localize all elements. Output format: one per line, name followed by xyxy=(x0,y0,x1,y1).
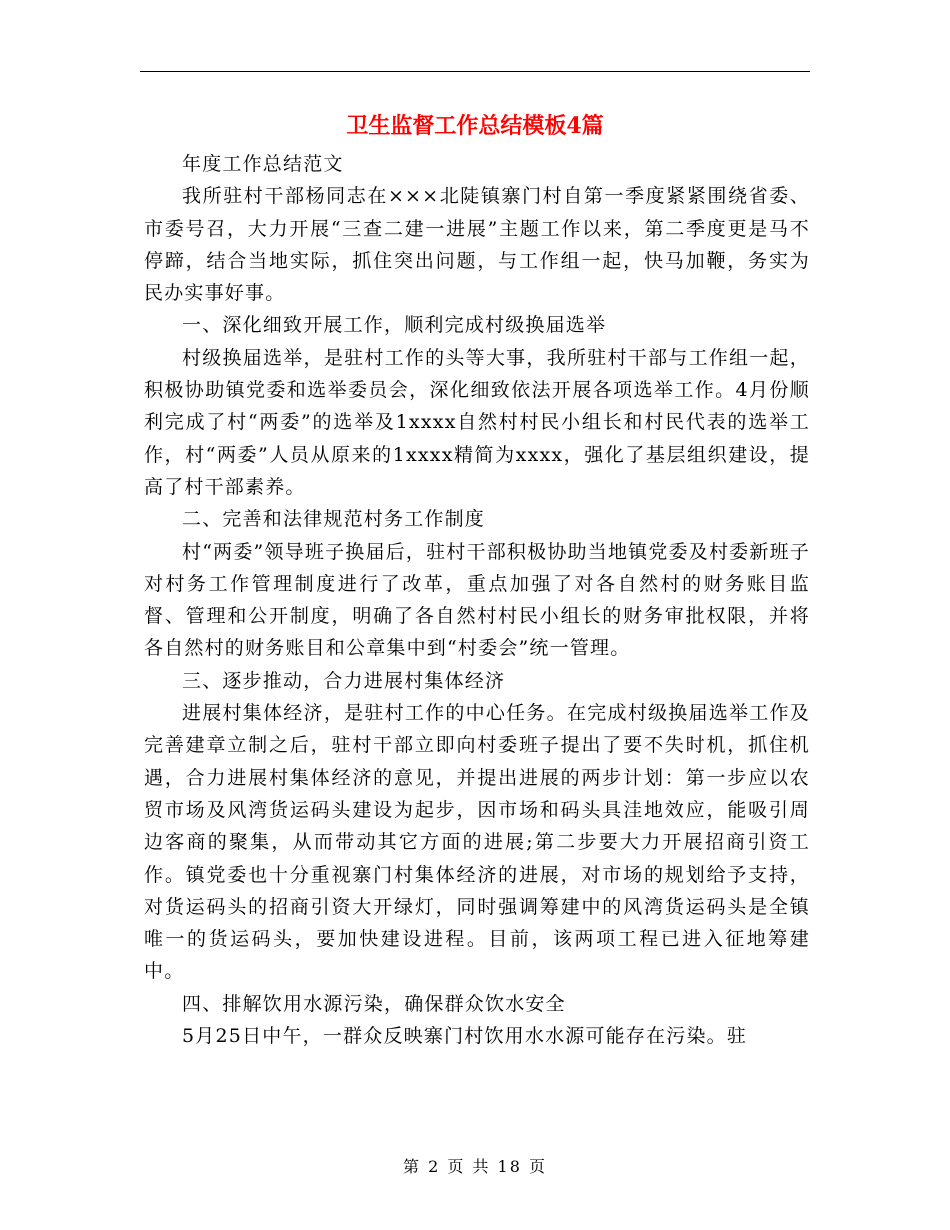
section-heading: 一、深化细致开展工作，顺利完成村级换届选举 xyxy=(182,314,607,337)
paragraph: 村级换届选举，是驻村工作的头等大事，我所驻村干部与工作组一起，积极协助镇党委和选举委员会，深化细致依法开展各项选举工作。4月份顺利完成了村“两委”的选举及1xxxx自然村村民小组长和村民代表的选举工作，村“两委”人员从原来的1xxxx精简为xxxx，强化了基层组织建设，提高了村干部素养。 xyxy=(144,346,810,498)
paragraph: 进展村集体经济，是驻村工作的中心任务。在完成村级换届选举工作及完善建章立制之后，驻村干部立即向村委班子提出了要不失时机，抓住机遇，合力进展村集体经济的意见，并提出进展的两步计划：第一步应以农贸市场及风湾货运码头建设为起步，因市场和码头具洼地效应，能吸引周边客商的聚集，从而带动其它方面的进展;第二步要大力开展招商引资工作。镇党委也十分重视寨门村集体经济的进展，对市场的规划给予支持，对货运码头的招商引资大开绿灯，同时强调筹建中的风湾货运码头是全镇唯一的货运码头，要加快建设进程。目前，该两项工程已进入征地筹建中。 xyxy=(144,702,810,983)
header-rule xyxy=(140,71,810,72)
paragraph: 村“两委”领导班子换届后，驻村干部积极协助当地镇党委及村委新班子对村务工作管理制度进行了改革，重点加强了对各自然村的财务账目监督、管理和公开制度，明确了各自然村村民小组长的财务审批权限，并将各自然村的财务账目和公章集中到“村委会”统一管理。 xyxy=(144,540,810,660)
paragraph: 我所驻村干部杨同志在×××北陡镇寨门村自第一季度紧紧围绕省委、市委号召，大力开展“三查二建一进展”主题工作以来，第二季度更是马不停蹄，结合当地实际，抓住突出问题，与工作组一起，快马加鞭，务实为民办实事好事。 xyxy=(144,185,810,305)
section-heading: 四、排解饮用水源污染，确保群众饮水安全 xyxy=(182,992,566,1015)
page-number-footer: 第 2 页 共 18 页 xyxy=(403,1157,547,1176)
section-heading: 二、完善和法律规范村务工作制度 xyxy=(182,508,486,531)
paragraph: 年度工作总结范文 xyxy=(182,153,344,175)
section-heading: 三、逐步推动，合力进展村集体经济 xyxy=(182,669,506,692)
paragraph: 5月25日中午，一群众反映寨门村饮用水水源可能存在污染。驻 xyxy=(182,1025,748,1048)
document-body xyxy=(144,148,810,1052)
document-title: 卫生监督工作总结模板4篇 xyxy=(346,113,604,139)
